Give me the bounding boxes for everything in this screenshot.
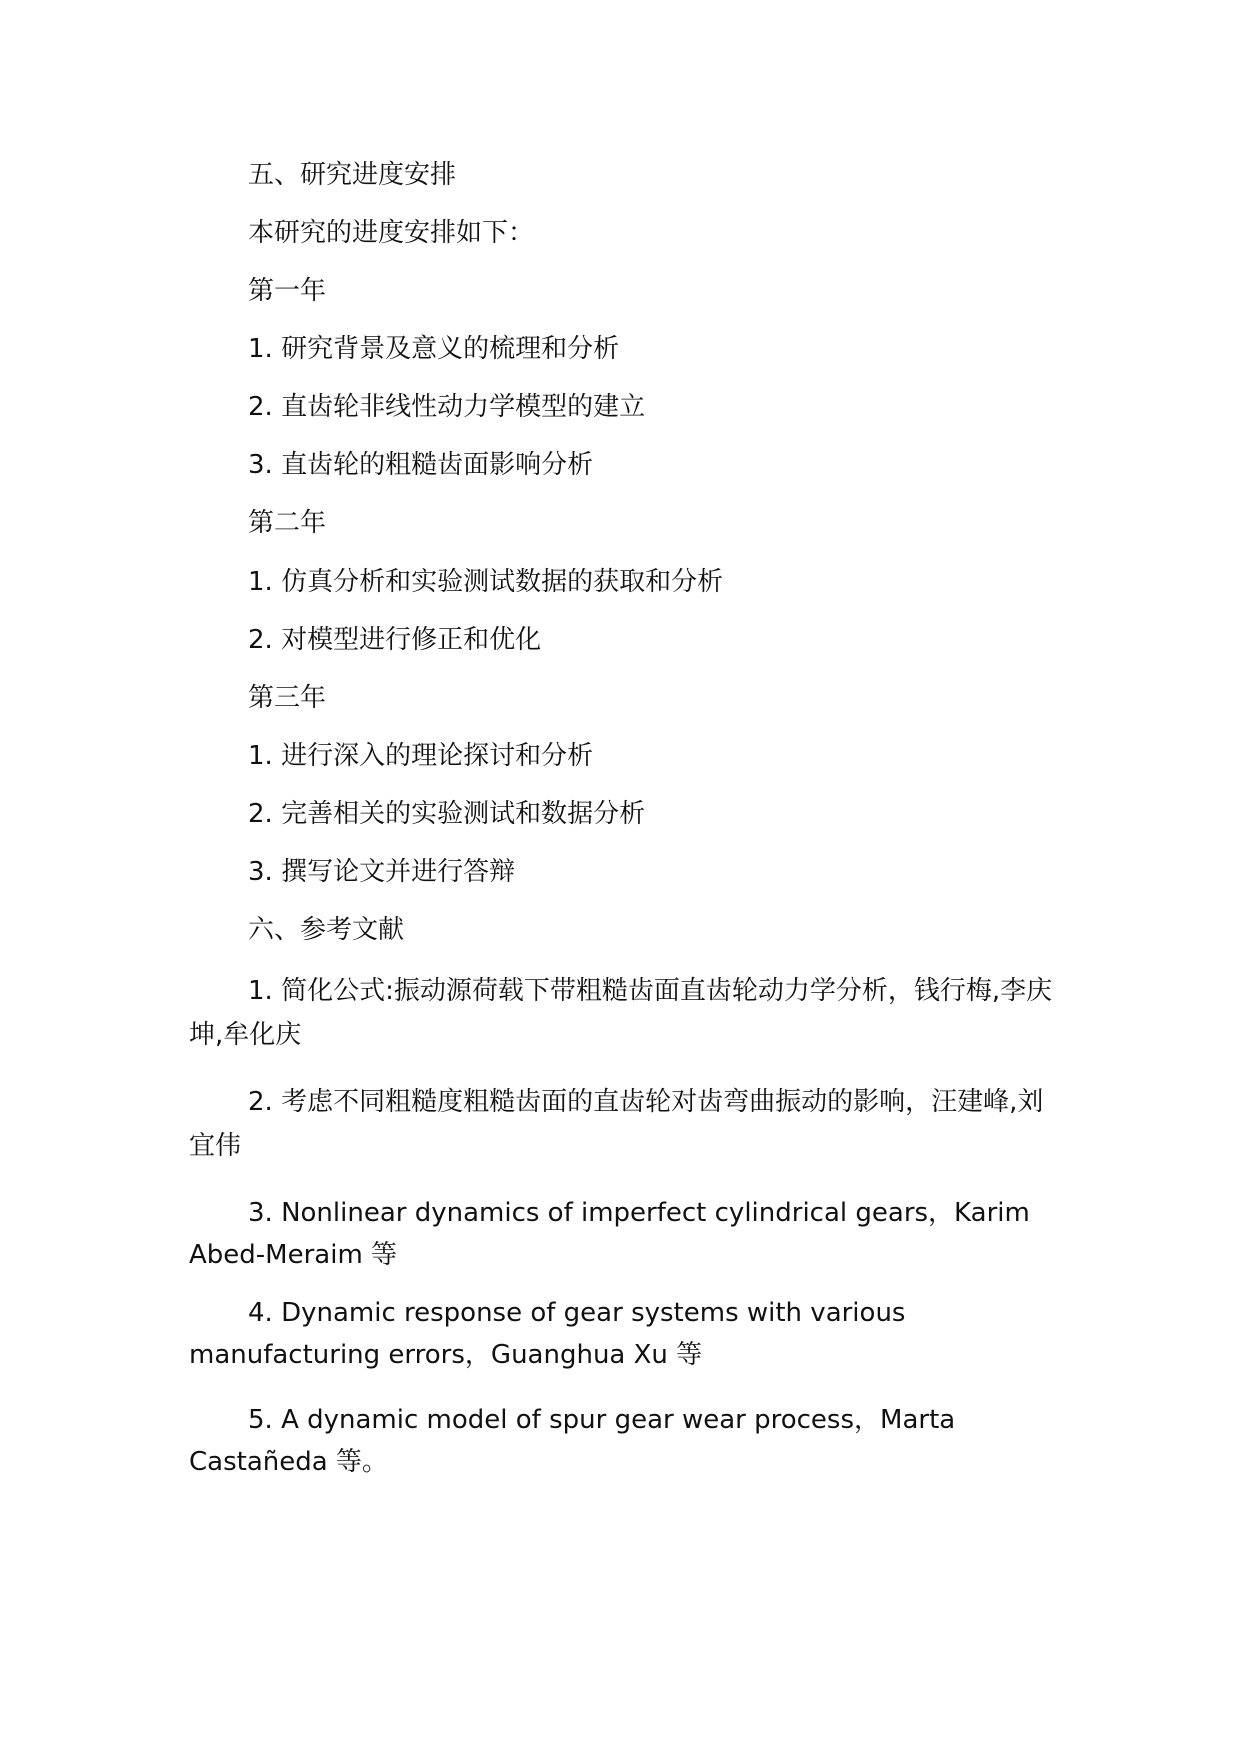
reference-item: 2. 考虑不同粗糙度粗糙齿面的直齿轮对齿弯曲振动的影响，汪建峰,刘宜伟 [189,1087,1044,1161]
list-item: 3. 撰写论文并进行答辩 [248,857,516,887]
reference-item: 1. 简化公式:振动源荷载下带粗糙齿面直齿轮动力学分析，钱行梅,李庆坤,牟化庆 [189,976,1053,1050]
list-item: 1. 研究背景及意义的梳理和分析 [248,334,620,364]
year-label-2: 第二年 [248,508,327,538]
reference-item: 4. Dynamic response of gear systems with various manufacturing errors，Guanghua Xu 等 [189,1298,906,1370]
schedule-intro: 本研究的进度安排如下： [248,218,535,248]
year-label-1: 第一年 [248,276,327,306]
year-label-3: 第三年 [248,683,327,713]
section-heading-references: 六、参考文献 [248,915,405,945]
list-item: 1. 仿真分析和实验测试数据的获取和分析 [248,567,724,597]
list-item: 2. 直齿轮非线性动力学模型的建立 [248,392,646,422]
list-item: 1. 进行深入的理论探讨和分析 [248,741,594,771]
list-item: 2. 对模型进行修正和优化 [248,625,542,655]
reference-item: 5. A dynamic model of spur gear wear process，Marta Castañeda 等。 [189,1405,956,1477]
reference-item: 3. Nonlinear dynamics of imperfect cylindrical gears，Karim Abed-Meraim 等 [189,1198,1030,1270]
list-item: 2. 完善相关的实验测试和数据分析 [248,799,646,829]
section-heading-schedule: 五、研究进度安排 [248,160,457,190]
list-item: 3. 直齿轮的粗糙齿面影响分析 [248,450,594,480]
